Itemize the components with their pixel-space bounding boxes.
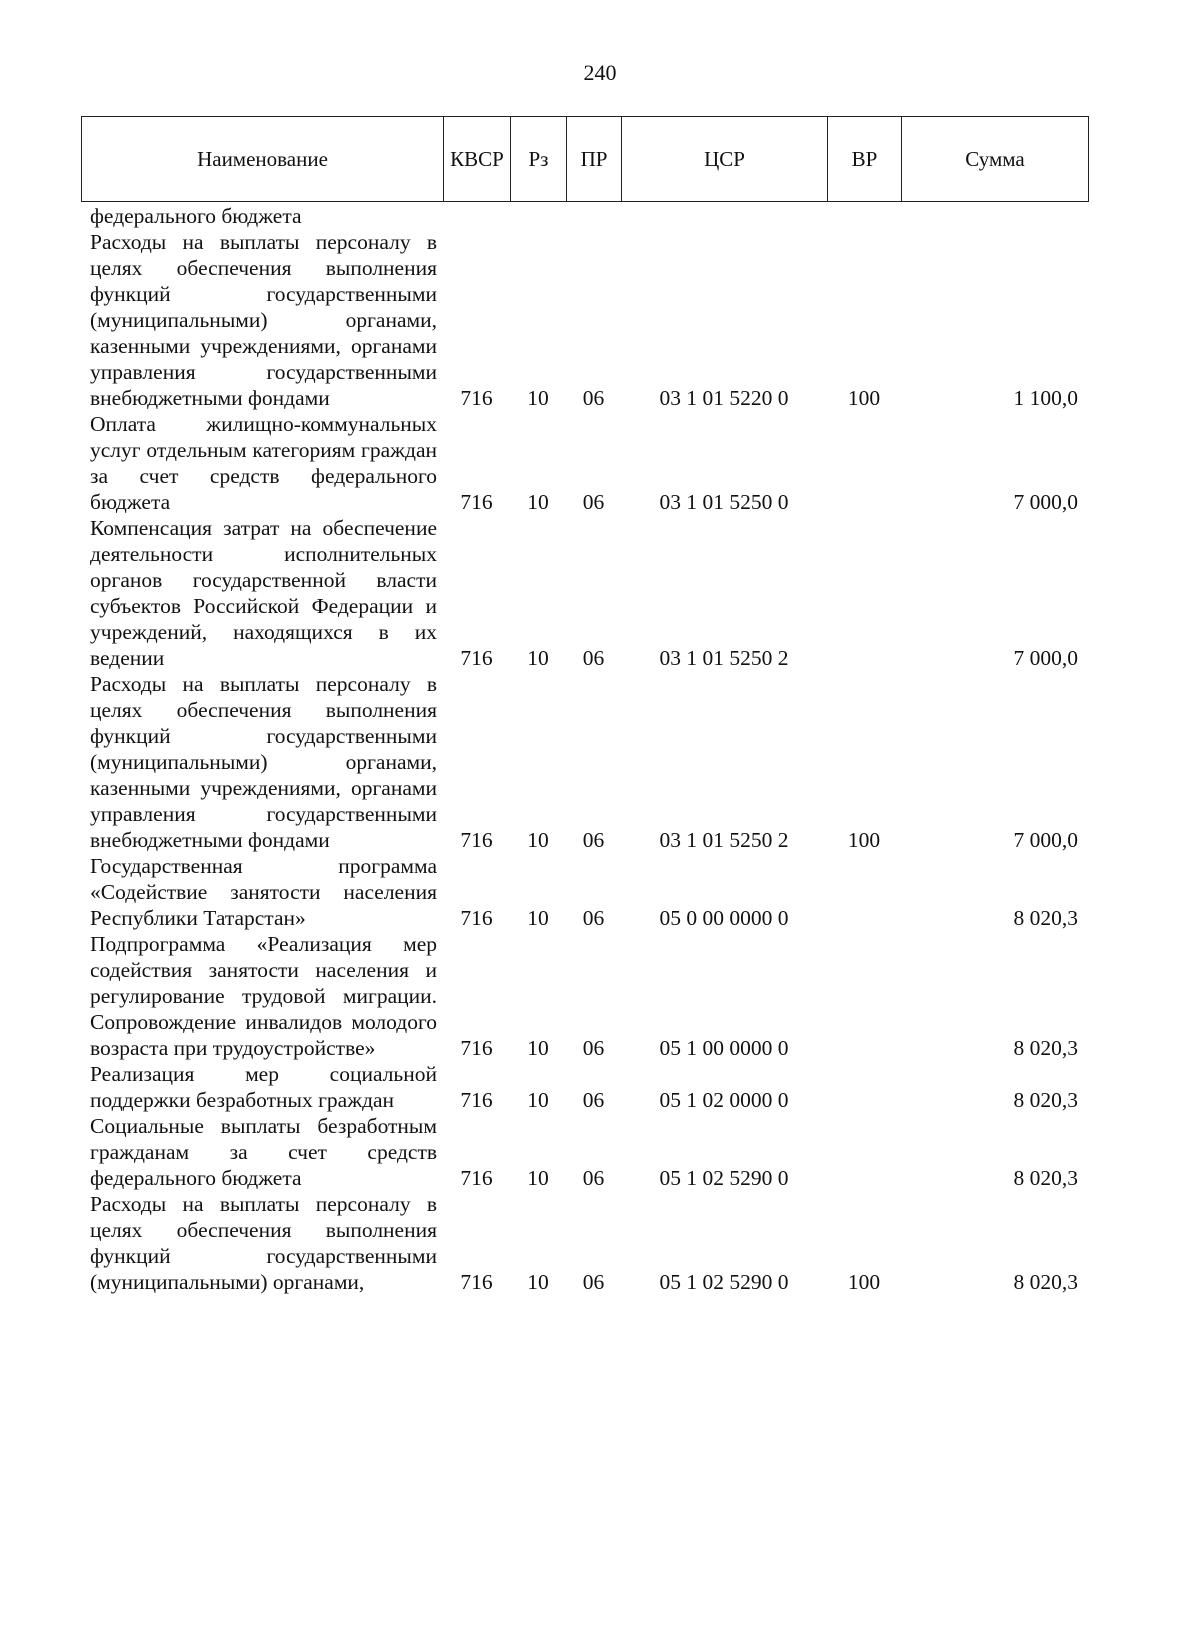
cell-name: Подпрограмма «Реализация мер содействия занятости населения и регулирование трудовой миграции. Сопровождение инвалидов молодого возраста при трудоустройстве» xyxy=(90,932,437,1060)
cell-pr: 06 xyxy=(582,1166,605,1190)
cell-vr xyxy=(827,853,901,931)
cell-rz: 10 xyxy=(527,1036,549,1060)
table-row xyxy=(81,853,1088,931)
cell-pr xyxy=(566,203,621,229)
cell-kvsr: 716 xyxy=(460,1088,493,1112)
cell-sum: 8 020,3 xyxy=(1013,1166,1078,1190)
cell-name: Расходы на выплаты персоналу в целях обеспечения выполнения функций государственными (муниципальными) органами, казенными учреждениями, органами управления государственными внебюджетными фондами xyxy=(90,230,437,410)
cell-name: Оплата жилищно-коммунальных услуг отдельным категориям граждан за счет средств федерального бюджета xyxy=(90,412,437,514)
cell-sum: 1 100,0 xyxy=(1013,386,1078,410)
column-header-name: Наименование xyxy=(82,117,444,202)
cell-vr xyxy=(827,411,901,515)
cell-pr: 06 xyxy=(582,646,605,670)
cell-csr: 03 1 01 5220 0 xyxy=(659,386,789,410)
cell-kvsr: 716 xyxy=(460,1036,493,1060)
cell-kvsr: 716 xyxy=(460,1166,493,1190)
cell-pr: 06 xyxy=(582,1088,605,1112)
cell-rz: 10 xyxy=(527,1166,549,1190)
cell-vr xyxy=(827,1061,901,1113)
cell-csr: 05 1 02 0000 0 xyxy=(659,1088,789,1112)
table-row xyxy=(81,1113,1088,1191)
column-header-vr: ВР xyxy=(828,117,902,202)
cell-vr: 100 xyxy=(847,828,881,852)
table-row xyxy=(81,515,1088,671)
cell-name: Расходы на выплаты персоналу в целях обеспечения выполнения функций государственными (муниципальными) органами, xyxy=(90,1192,437,1294)
cell-rz: 10 xyxy=(527,490,549,514)
cell-csr: 03 1 01 5250 2 xyxy=(659,646,789,670)
cell-kvsr xyxy=(443,203,510,229)
column-header-rz: Рз xyxy=(511,117,567,202)
cell-name: Расходы на выплаты персоналу в целях обеспечения выполнения функций государственными (муниципальными) органами, казенными учреждениями, органами управления государственными внебюджетными фондами xyxy=(90,672,437,852)
cell-sum: 7 000,0 xyxy=(1013,828,1078,852)
table-row xyxy=(81,229,1088,411)
table-row xyxy=(81,411,1088,515)
cell-sum xyxy=(901,203,1088,229)
cell-vr xyxy=(827,515,901,671)
table-row xyxy=(81,931,1088,1061)
cell-sum: 8 020,3 xyxy=(1013,906,1078,930)
cell-pr: 06 xyxy=(582,906,605,930)
column-header-kvsr: КВСР xyxy=(444,117,511,202)
cell-pr: 06 xyxy=(582,490,605,514)
cell-csr xyxy=(621,203,827,229)
cell-csr: 03 1 01 5250 2 xyxy=(659,828,789,852)
cell-sum: 8 020,3 xyxy=(1013,1088,1078,1112)
cell-rz: 10 xyxy=(527,386,549,410)
cell-name: Реализация мер социальной поддержки безработных граждан xyxy=(90,1062,437,1112)
table-row xyxy=(81,203,1088,229)
cell-vr xyxy=(827,931,901,1061)
cell-rz: 10 xyxy=(527,1270,549,1294)
cell-vr: 100 xyxy=(847,386,881,410)
cell-kvsr: 716 xyxy=(460,646,493,670)
cell-pr: 06 xyxy=(582,1270,605,1294)
cell-rz xyxy=(510,203,566,229)
table-row xyxy=(81,1061,1088,1113)
column-header-csr: ЦСР xyxy=(622,117,828,202)
cell-rz: 10 xyxy=(527,1088,549,1112)
cell-kvsr: 716 xyxy=(460,828,493,852)
cell-pr: 06 xyxy=(582,1036,605,1060)
cell-pr: 06 xyxy=(582,386,605,410)
cell-rz: 10 xyxy=(527,646,549,670)
cell-kvsr: 716 xyxy=(460,490,493,514)
cell-name: Государственная программа «Содействие занятости населения Республики Татарстан» xyxy=(90,854,437,930)
cell-csr: 05 1 02 5290 0 xyxy=(659,1270,789,1294)
cell-pr: 06 xyxy=(582,828,605,852)
page-number: 240 xyxy=(583,60,617,85)
cell-kvsr: 716 xyxy=(460,1270,493,1294)
column-header-sum: Сумма xyxy=(902,117,1089,202)
cell-vr xyxy=(827,203,901,229)
column-header-pr: ПР xyxy=(567,117,622,202)
cell-name: Социальные выплаты безработным гражданам за счет средств федерального бюджета xyxy=(90,1114,437,1190)
cell-sum: 8 020,3 xyxy=(1013,1036,1078,1060)
table-header xyxy=(81,116,1089,202)
table-row xyxy=(81,1191,1088,1295)
budget-table-body xyxy=(81,203,1088,1295)
cell-sum: 7 000,0 xyxy=(1013,646,1078,670)
cell-rz: 10 xyxy=(527,828,549,852)
cell-sum: 7 000,0 xyxy=(1013,490,1078,514)
cell-csr: 03 1 01 5250 0 xyxy=(659,490,789,514)
cell-rz: 10 xyxy=(527,906,549,930)
cell-name: федерального бюджета xyxy=(90,204,302,228)
cell-csr: 05 1 02 5290 0 xyxy=(659,1166,789,1190)
cell-kvsr: 716 xyxy=(460,906,493,930)
table-row xyxy=(81,671,1088,853)
budget-table xyxy=(81,203,1088,1295)
cell-vr xyxy=(827,1113,901,1191)
cell-kvsr: 716 xyxy=(460,386,493,410)
cell-name: Компенсация затрат на обеспечение деятельности исполнительных органов государственной власти субъектов Российской Федерации и учреждений, находящихся в их ведении xyxy=(90,516,437,670)
cell-sum: 8 020,3 xyxy=(1013,1270,1078,1294)
cell-csr: 05 0 00 0000 0 xyxy=(659,906,789,930)
cell-csr: 05 1 00 0000 0 xyxy=(659,1036,789,1060)
cell-vr: 100 xyxy=(847,1270,881,1294)
